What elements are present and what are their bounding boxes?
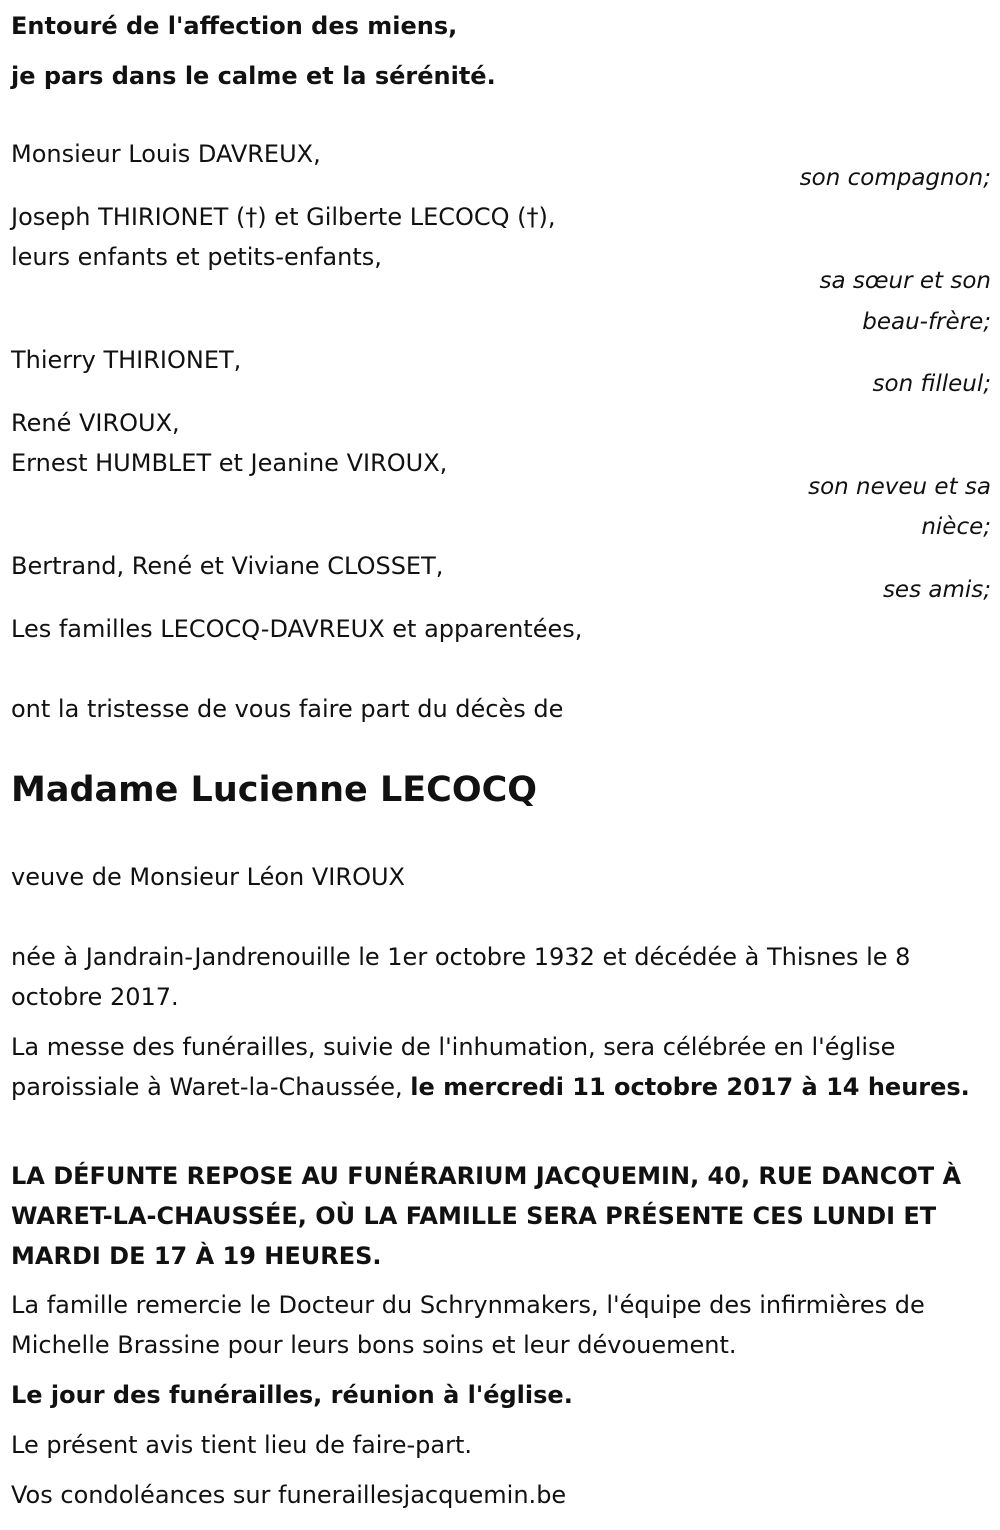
relation-soeur-line-2: beau-frère; (862, 309, 991, 335)
family-member-louis: Monsieur Louis DAVREUX, (11, 140, 321, 168)
opening-line-2: je pars dans le calme et la sérénité. (11, 62, 496, 90)
family-member-thierry: Thierry THIRIONET, (11, 346, 242, 374)
funerarium-paragraph: LA DÉFUNTE REPOSE AU FUNÉRARIUM JACQUEMIN, 40, RUE DANCOT À WARET-LA-CHAUSSÉE, OÙ LA FAMILLE SERA PRÉSENTE CES LUNDI ET MARDI DE 17 À 19 HEURES. (11, 1162, 962, 1270)
family-member-closset: Bertrand, René et Viviane CLOSSET, (11, 552, 444, 580)
relation-soeur-line-1: sa sœur et son (819, 268, 991, 294)
thanks-paragraph: La famille remercie le Docteur du Schrynmakers, l'équipe des infirmières de Michelle Brassine pour leurs bons soins et leur dévouement. (11, 1291, 925, 1359)
family-member-joseph: Joseph THIRIONET (†) et Gilberte LECOCQ (†), (11, 203, 556, 231)
relation-neveu-line-1: son neveu et sa (808, 474, 991, 500)
relation-neveu-line-2: nièce; (921, 514, 991, 540)
family-member-joseph-children: leurs enfants et petits-enfants, (11, 243, 382, 271)
birth-death-paragraph: née à Jandrain-Jandrenouille le 1er octobre 1932 et décédée à Thisnes le 8 octobre 2017. (11, 943, 911, 1011)
mass-text: La messe des funérailles, suivie de l'inhumation, sera célébrée en l'église paroissiale à Waret-la-Chaussée, (11, 1033, 896, 1101)
mass-date: le mercredi 11 octobre 2017 à 14 heures. (410, 1073, 970, 1101)
condolences-line: Vos condoléances sur funeraillesjacquemin.be (11, 1481, 567, 1509)
opening-line-1: Entouré de l'affection des miens, (11, 12, 458, 40)
relation-compagnon: son compagnon; (799, 165, 991, 191)
notice-line: Le présent avis tient lieu de faire-part. (11, 1431, 473, 1459)
relation-amis: ses amis; (882, 577, 991, 603)
widow-of: veuve de Monsieur Léon VIROUX (11, 863, 405, 891)
family-member-ernest: Ernest HUMBLET et Jeanine VIROUX, (11, 449, 448, 477)
family-lecocq-davreux: Les familles LECOCQ-DAVREUX et apparentées, (11, 615, 583, 643)
mass-paragraph (11, 1027, 981, 1107)
announcement-intro: ont la tristesse de vous faire part du décès de (11, 695, 564, 723)
reunion-line: Le jour des funérailles, réunion à l'église. (11, 1381, 573, 1409)
relation-filleul: son filleul; (872, 371, 991, 397)
deceased-name: Madame Lucienne LECOCQ (11, 770, 538, 810)
family-member-rene: René VIROUX, (11, 409, 180, 437)
